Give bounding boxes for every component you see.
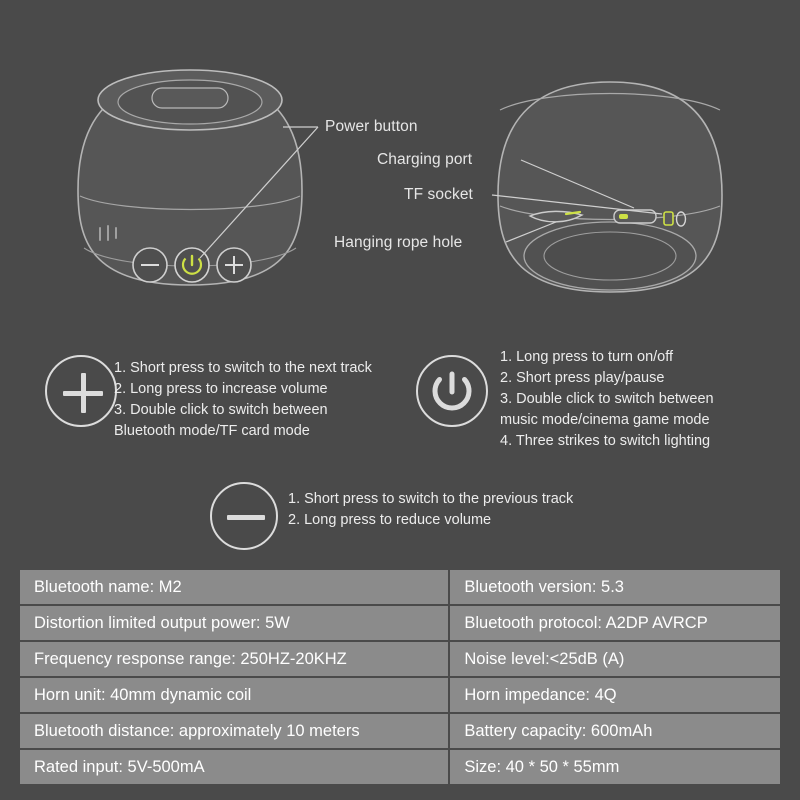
spec-cell-right: Noise level:<25dB (A) [449, 641, 781, 677]
table-row [19, 641, 781, 677]
power-icon [416, 355, 488, 427]
spec-cell-right: Size: 40 * 50 * 55mm [449, 749, 781, 785]
plus-instruction-line-4: Bluetooth mode/TF card mode [114, 423, 310, 439]
spec-cell-left: Distortion limited output power: 5W [19, 605, 449, 641]
table-row [19, 713, 781, 749]
callout-tf-socket: TF socket [404, 186, 473, 203]
table-row [19, 569, 781, 605]
power-instruction-line-5: 4. Three strikes to switch lighting [500, 433, 711, 449]
plus-instruction-line-2: 2. Long press to increase volume [114, 381, 328, 397]
table-row [19, 749, 781, 785]
plus-icon [45, 355, 117, 427]
specification-table [18, 568, 782, 786]
power-instructions [500, 347, 714, 452]
speaker-rear-view [498, 82, 722, 292]
plus-instruction-line-3: 3. Double click to switch between [114, 402, 328, 418]
product-illustration [0, 0, 800, 320]
callout-charging-port: Charging port [377, 151, 473, 168]
spec-cell-left: Rated input: 5V-500mA [19, 749, 449, 785]
minus-icon-bar [227, 515, 265, 520]
spec-cell-left: Horn unit: 40mm dynamic coil [19, 677, 449, 713]
callout-power-button: Power button [325, 118, 418, 135]
minus-instructions [288, 489, 573, 531]
spec-cell-left: Bluetooth name: M2 [19, 569, 449, 605]
spec-cell-left: Bluetooth distance: approximately 10 meters [19, 713, 449, 749]
callout-hanging-rope-hole: Hanging rope hole [334, 234, 463, 251]
minus-icon [210, 482, 278, 550]
front-button-row [133, 248, 251, 282]
spec-cell-right: Battery capacity: 600mAh [449, 713, 781, 749]
spec-cell-right: Bluetooth protocol: A2DP AVRCP [449, 605, 781, 641]
table-row [19, 605, 781, 641]
power-instruction-line-1: 1. Long press to turn on/off [500, 349, 674, 365]
plus-icon-vertical-bar [81, 373, 86, 413]
power-instruction-line-3: 3. Double click to switch between [500, 391, 714, 407]
minus-instruction-line-2: 2. Long press to reduce volume [288, 512, 492, 528]
power-instruction-line-4: music mode/cinema game mode [500, 412, 710, 428]
minus-instruction-line-1: 1. Short press to switch to the previous track [288, 491, 574, 507]
plus-instruction-line-1: 1. Short press to switch to the next track [114, 360, 372, 376]
spec-cell-right: Bluetooth version: 5.3 [449, 569, 781, 605]
plus-instructions [114, 358, 372, 442]
spec-cell-left: Frequency response range: 250HZ-20KHZ [19, 641, 449, 677]
spec-cell-right: Horn impedance: 4Q [449, 677, 781, 713]
power-instruction-line-2: 2. Short press play/pause [500, 370, 665, 386]
table-row [19, 677, 781, 713]
power-icon-glyph [418, 357, 486, 425]
